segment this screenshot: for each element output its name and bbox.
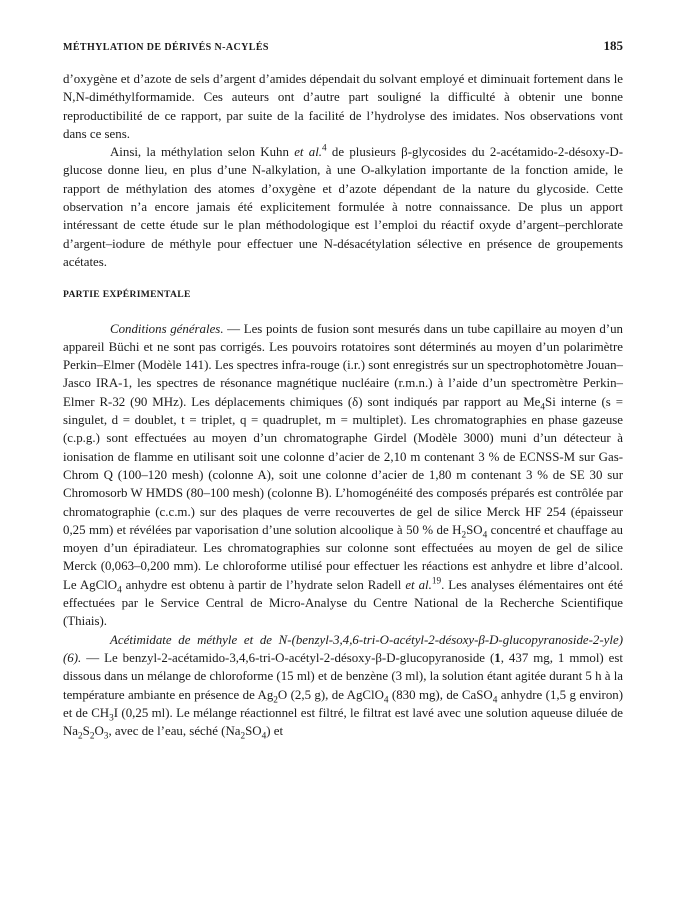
paragraph-procedure [63,631,623,741]
text-run: SO [466,522,483,537]
text-run: Si interne (s = singulet, d = doublet, t = triplet, q = quadruplet, m = multiplet). Les chromatographies en phase gazeuse (c.p.g.) sont effectuées au moyen d’un chromatographe Girdel (Modèle 3000) muni d’un détecteur à ionisation de flamme en utilisant soit une colonne d’acier de 2,10 m contenant 3 % de ECNSS-M sur Gas-Chrom Q (100–120 mesh) (colonne A), soit une colonne d’acier de 1,80 m contenant 3 % de SE 30 sur Chromosorb W HMDS (80–100 mesh) (colonne B). L’homogénéité des composés préparés est contrôlée par chromatographie (c.c.m.) sur des plaques de verre recouvertes de gel de silice Merck HF 254 (épaisseur 0,25 mm) et révélées par vaporisation d’une solution alcoolique à 50 % de H [63,394,623,537]
text-run: O [94,724,104,739]
page [63,38,623,740]
text-run: Ainsi, la méthylation selon Kuhn [110,145,295,160]
subscript: 4 [261,731,267,742]
compound-number: 1 [494,650,501,665]
text-run: O (2,5 g), de AgClO [277,687,384,702]
subscript: 3 [103,731,109,742]
text-run: anhydre est obtenu à partir de l’hydrate selon Radell [121,577,406,592]
et-al: et al. [405,577,432,592]
paragraph-conditions [63,320,623,631]
running-header [63,38,623,58]
text-run: . Les analyses élémentaires ont été effectuées par le Service Central de Micro-Analyse du Centre National de la Recherche Scientifique (Thiais). [63,577,623,629]
paragraph-1: d’oxygène et d’azote de sels d’argent d’amides dépendait du solvant employé et diminuait fortement dans le N,N-diméthylformamide. Ces auteurs ont d’autre part souligné la difficulté à obtenir une bonne reproductibilité de ce rapport, par suite de la facilité de l’hydrolyse des imidates. Nos observations vont dans ce sens. [63,72,623,141]
text-run: — Le benzyl-2-acétamido-3,4,6-tri-O-acétyl-2-désoxy-β-D-glucopyranoside ( [81,650,495,665]
text-run: I (0,25 ml). Le mélange réactionnel est filtré, le filtrat est lavé avec une solution aqueuse diluée de Na [63,705,623,739]
paragraph-title: Acétimidate de méthyle et de N-(benzyl-3,4,6-tri-O-acétyl-2-désoxy-β-D-glucopyranoside-2-yle) (6). [63,632,623,665]
body-text [63,70,623,740]
text-run: concentré et chauffage au moyen d’un épiradiateur. Les chromatographies sur colonne sont effectuées au moyen de gel de silice Merck (0,063–0,200 mm). Le chloroforme utilisé pour effectuer les réactions est anhydre et libre d’alcool. Le AgClO [63,522,624,592]
subscript: 2 [461,530,467,541]
paragraph-2 [63,143,623,271]
et-al: et al. [294,145,323,160]
subscript: 4 [383,695,389,706]
subscript: 2 [78,731,83,742]
subscript: 3 [109,713,114,724]
subscript: 4 [482,530,488,541]
text-run: S [82,724,90,739]
paragraph-title: Conditions générales. [110,321,224,336]
text-run: (830 mg), de CaSO [388,687,493,702]
subscript: 4 [540,402,546,413]
page-number: 185 [603,38,623,53]
text-run: SO [245,724,262,739]
running-title: MÉTHYLATION DE DÉRIVÉS N-ACYLÉS [63,42,269,53]
reference-number: 4 [322,143,327,154]
subscript: 4 [117,585,122,596]
text-run: , avec de l’eau, séché (Na [108,724,241,739]
text-run: — Les points de fusion sont mesurés dans un tube capillaire au moyen d’un appareil Büchi et ne sont pas corrigés. Les pouvoirs rotatoires sont déterminés au moyen d’un polarimètre Perkin–Elmer (Modèle 141). Les spectres infra-rouge (i.r.) sont enregistrés sur un spectrophotomètre Jouan–Jasco IRA-1, les spectres de résonance magnétique nucléaire (r.m.n.) à l’aide d’un spectromètre Perkin–Elmer R-32 (90 MHz). Les déplacements chimiques (δ) sont indiqués par rapport au Me [63,321,623,409]
text-run: ) et [266,724,284,739]
text-run: de plusieurs β-glycosides du 2-acétamido-2-désoxy-D-glucose donne lieu, en plus d’une N-alkylation, à une O-alkylation importante de la fonction amide, le rapport de méthylation des atomes d’oxygène et d’azote dépendant de la nature du glycoside. Cette observation n’a encore jamais été explicitement formulée à notre connaissance. De plus un apport intéressant de cette étude sur le plan méthodologique est l’emploi du réactif oxyde d’argent–perchlorate d’argent–iodure de méthyle pour effectuer une N-désacétylation sélective en présence de groupements acétates. [63,145,624,269]
subscript: 2 [240,731,246,742]
section-heading: PARTIE EXPÉRIMENTALE [63,289,191,301]
text-run: , 437 mg, 1 mmol) est dissous dans un mélange de chloroforme (15 ml) et de benzène (3 ml), la solution étant agitée durant 5 h à la température ambiante en présence de Ag [63,650,623,702]
subscript: 4 [492,695,498,706]
text-run: anhydre (1,5 g environ) et de CH [63,687,623,720]
subscript: 2 [89,731,95,742]
reference-number: 19 [431,576,442,587]
subscript: 2 [273,695,278,706]
